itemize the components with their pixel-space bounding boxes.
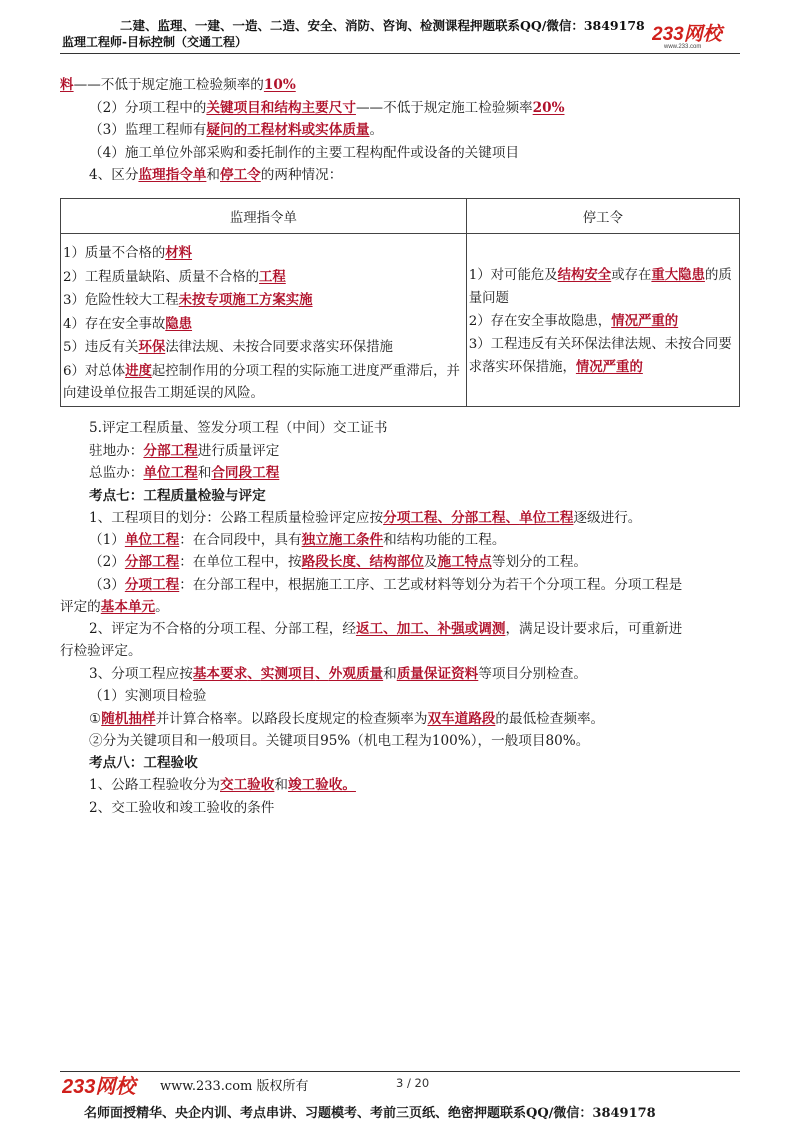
list-item: 1）对可能危及结构安全或存在重大隐患的质量问题 bbox=[468, 267, 732, 306]
header-promo: 二建、监理、一建、一造、二造、安全、消防、咨询、检测课程押题联系QQ/微信：3849178 bbox=[120, 18, 645, 33]
paragraph-line: （1）单位工程：在合同段中，具有独立施工条件和结构功能的工程。 bbox=[89, 532, 506, 548]
footer-promo: 名师面授精华、央企内训、考点串讲、习题模考、考前三页纸、绝密押题联系QQ/微信：3849178 bbox=[84, 1106, 656, 1121]
paragraph-line: 料——不低于规定施工检验频率的10% bbox=[60, 77, 296, 93]
header-divider bbox=[60, 53, 740, 54]
paragraph-line: 2、交工验收和竣工验收的条件 bbox=[89, 800, 275, 816]
paragraph-line: （3）监理工程师有疑问的工程材料或实体质量。 bbox=[89, 122, 384, 138]
section-heading: 考点七：工程质量检验与评定 bbox=[89, 488, 266, 504]
comparison-table bbox=[60, 198, 740, 407]
list-item: 3）工程违反有关环保法律法规、未按合同要求落实环保措施，情况严重的 bbox=[468, 336, 732, 375]
list-item: 5）违反有关环保法律法规、未按合同要求落实环保措施 bbox=[63, 339, 393, 355]
document-subtitle: 监理工程师-目标控制（交通工程） bbox=[62, 35, 247, 49]
paragraph-line: 1、公路工程验收分为交工验收和竣工验收。 bbox=[89, 777, 356, 793]
list-item: 4）存在安全事故隐患 bbox=[63, 315, 193, 332]
list-item: 2）存在安全事故隐患，情况严重的 bbox=[468, 313, 679, 329]
footer-logo[interactable] bbox=[62, 1073, 154, 1099]
paragraph-line: ①随机抽样并计算合格率。以路段长度规定的检查频率为双车道路段的最低检查频率。 bbox=[89, 711, 605, 727]
paragraph-line: （2）分部工程：在单位工程中，按路段长度、结构部位及施工特点等划分的工程。 bbox=[89, 554, 588, 570]
paragraph-line: （2）分项工程中的关键项目和结构主要尺寸——不低于规定施工检验频率20% bbox=[89, 100, 565, 116]
table-header-instruction: 监理指令单 bbox=[61, 199, 467, 234]
brand-logo[interactable] bbox=[652, 22, 742, 50]
paragraph-line: 总监办：单位工程和合同段工程 bbox=[89, 465, 280, 481]
section-heading: 考点八：工程验收 bbox=[89, 755, 198, 771]
list-item: 1）质量不合格的材料 bbox=[63, 245, 193, 261]
paragraph-line: （3）分项工程：在分部工程中，根据施工工序、工艺或材料等划分为若干个分项工程。分项工程是 bbox=[89, 577, 683, 593]
paragraph-line: 驻地办：分部工程进行质量评定 bbox=[89, 443, 280, 459]
paragraph-line: （1）实测项目检验 bbox=[89, 688, 207, 704]
paragraph-line: （4）施工单位外部采购和委托制作的主要工程构配件或设备的关键项目 bbox=[89, 145, 520, 161]
paragraph-line: 评定的基本单元。 bbox=[60, 599, 169, 615]
list-item: 3）危险性较大工程未按专项施工方案实施 bbox=[63, 292, 313, 308]
paragraph-line: 行检验评定。 bbox=[60, 643, 142, 659]
table-header-stop-order: 停工令 bbox=[466, 199, 739, 234]
footer-copyright: www.233.com 版权所有 bbox=[160, 1079, 309, 1094]
section-heading: 5.评定工程质量、签发分项工程（中间）交工证书 bbox=[89, 420, 388, 436]
page-number: 3 / 20 bbox=[396, 1076, 430, 1090]
table-cell-stop-order bbox=[466, 234, 739, 407]
paragraph-line: 3、分项工程应按基本要求、实测项目、外观质量和质量保证资料等项目分别检查。 bbox=[89, 666, 588, 682]
list-item: 2）工程质量缺陷、质量不合格的工程 bbox=[63, 268, 286, 285]
paragraph-line: 1、工程项目的划分：公路工程质量检验评定应按分项工程、分部工程、单位工程逐级进行。 bbox=[89, 510, 642, 526]
paragraph-line: 4、区分监理指令单和停工令的两种情况： bbox=[89, 167, 343, 183]
list-item: 6）对总体进度起控制作用的分项工程的实际施工进度严重滞后，并向建设单位报告工期延误的风险。 bbox=[63, 362, 460, 401]
footer-divider bbox=[60, 1071, 740, 1072]
paragraph-line: 2、评定为不合格的分项工程、分部工程，经返工、加工、补强或调测，满足设计要求后，可重新进 bbox=[89, 621, 683, 637]
brand-logo-text: 233网校 bbox=[652, 24, 722, 45]
paragraph-line: ②分为关键项目和一般项目。关键项目95%（机电工程为100%），一般项目80%。 bbox=[89, 733, 590, 749]
brand-logo-url: www.233.com bbox=[664, 44, 702, 50]
table-cell-instruction bbox=[61, 234, 467, 407]
footer-logo-text: 233网校 bbox=[62, 1076, 136, 1098]
